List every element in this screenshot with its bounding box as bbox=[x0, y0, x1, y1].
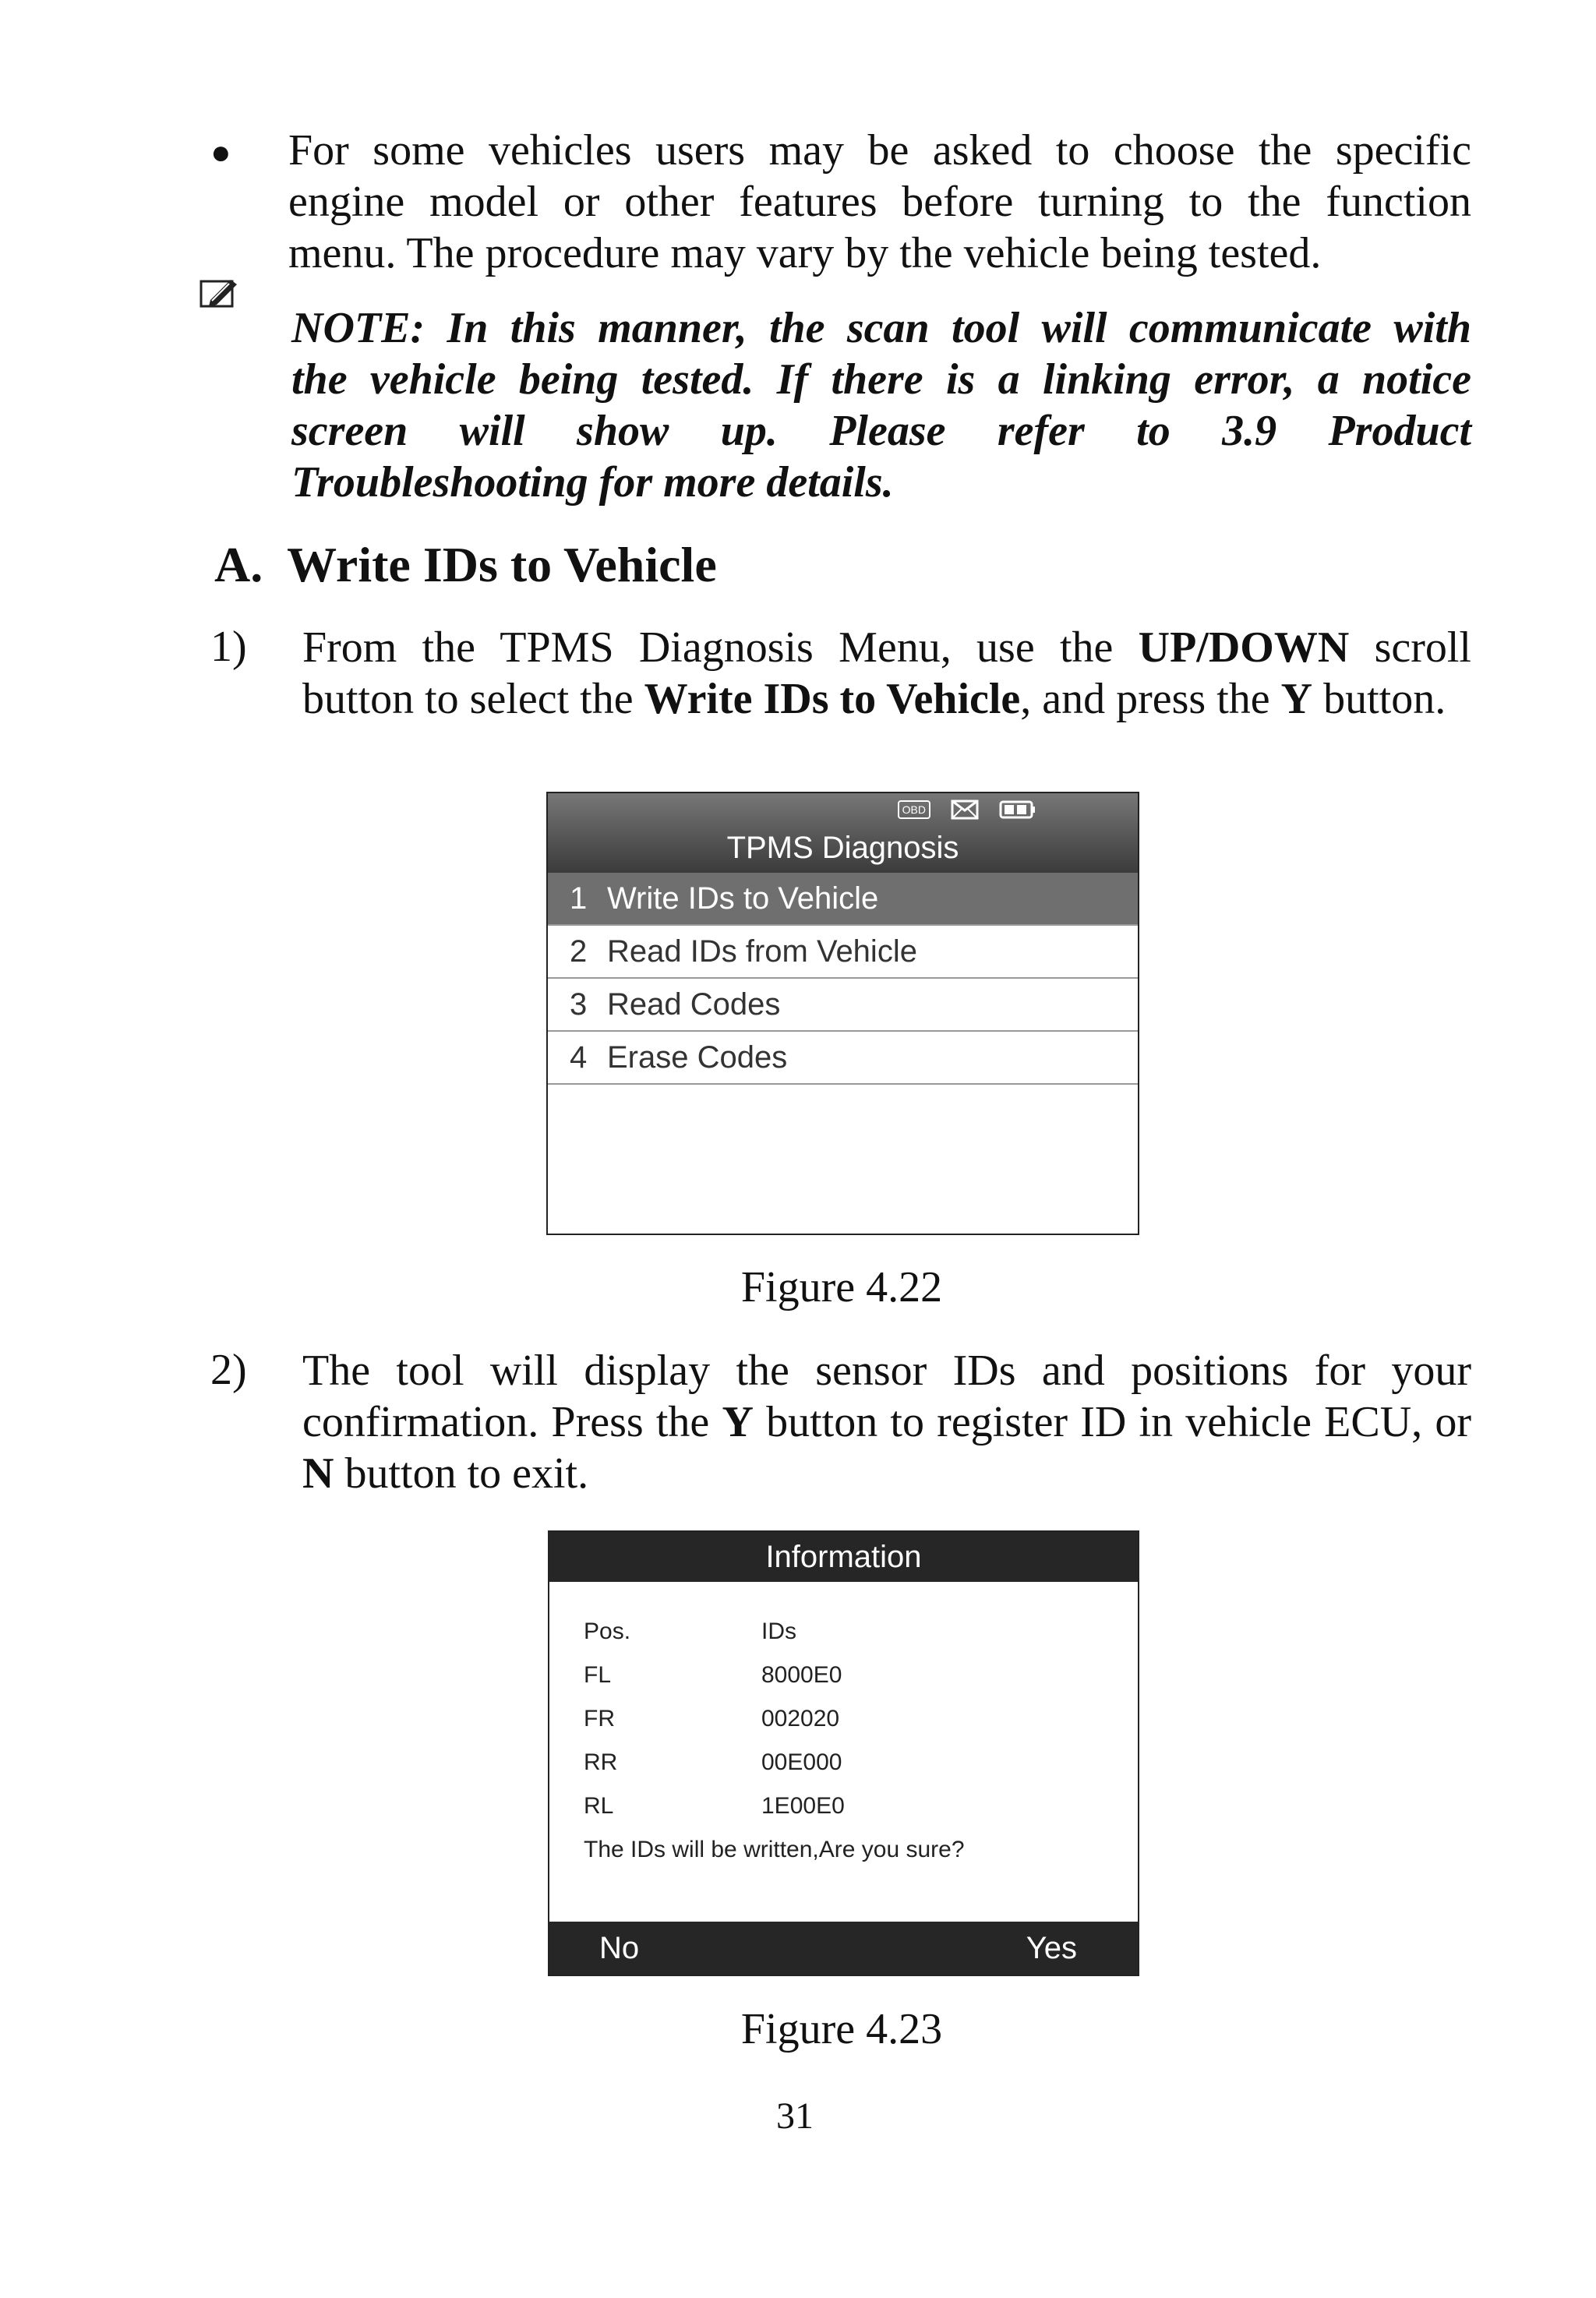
row-pos: FR bbox=[584, 1706, 615, 1731]
status-icons bbox=[898, 800, 1036, 820]
row-id: 00E000 bbox=[761, 1749, 842, 1775]
note-line-1: NOTE: In this manner, the scan tool will communicate with bbox=[291, 304, 1471, 352]
step-1-part: button. bbox=[1312, 675, 1446, 723]
bullet-line-1: For some vehicles users may be asked to choose the specific bbox=[288, 126, 1471, 175]
screen-header bbox=[548, 793, 1138, 873]
bullet-line-2: engine model or other features before turning to the function bbox=[288, 178, 1471, 226]
step-1-bold-updown: UP/DOWN bbox=[1138, 623, 1350, 672]
information-screen bbox=[548, 1530, 1139, 1976]
bullet-dot: ● bbox=[210, 133, 231, 171]
note-paragraph bbox=[291, 302, 1471, 508]
no-button[interactable]: No bbox=[599, 1931, 640, 1965]
bullet-paragraph bbox=[288, 125, 1471, 279]
column-pos: Pos. bbox=[584, 1618, 631, 1644]
step-1-number: 1) bbox=[210, 623, 247, 671]
menu-item-label: Read Codes bbox=[607, 987, 781, 1022]
tpms-diagnosis-screen bbox=[546, 792, 1139, 1235]
step-1-text bbox=[302, 622, 1471, 725]
figure-caption-4-22: Figure 4.22 bbox=[740, 1263, 943, 1311]
step-1-bold-write-ids: Write IDs to Vehicle bbox=[644, 675, 1021, 723]
information-body bbox=[549, 1582, 1138, 1900]
row-pos: FL bbox=[584, 1662, 612, 1688]
menu-item-number: 4 bbox=[570, 1040, 588, 1075]
battery-icon bbox=[999, 800, 1036, 820]
row-pos: RR bbox=[584, 1749, 618, 1775]
table-row bbox=[584, 1784, 1103, 1828]
row-id: 8000E0 bbox=[761, 1662, 842, 1688]
mail-icon bbox=[951, 800, 979, 820]
screen-title: TPMS Diagnosis bbox=[726, 831, 959, 865]
step-1-part: scroll button to select the bbox=[302, 623, 1471, 723]
section-heading: A. Write IDs to Vehicle bbox=[214, 537, 717, 592]
note-line-3: screen will show up. Please refer to 3.9 Product bbox=[291, 407, 1471, 455]
note-line-2: the vehicle being tested. If there is a linking error, a notice bbox=[291, 355, 1471, 404]
menu-item-number: 2 bbox=[570, 934, 588, 969]
screen-header: Information bbox=[549, 1532, 1138, 1582]
step-2-text bbox=[302, 1345, 1471, 1499]
menu-item-write-ids[interactable] bbox=[548, 873, 1138, 926]
row-pos: RL bbox=[584, 1793, 614, 1819]
page-number: 31 bbox=[776, 2095, 814, 2137]
row-id: 002020 bbox=[761, 1706, 840, 1731]
obd-icon: OBD bbox=[898, 800, 930, 819]
menu-item-label: Write IDs to Vehicle bbox=[607, 881, 879, 916]
menu-item-label: Read IDs from Vehicle bbox=[607, 934, 917, 969]
note-pencil-icon bbox=[200, 277, 240, 309]
column-ids: IDs bbox=[761, 1618, 796, 1644]
note-line-4: Troubleshooting for more details. bbox=[291, 458, 894, 507]
table-row bbox=[584, 1654, 1103, 1697]
step-1-part: , and press the bbox=[1020, 675, 1281, 723]
screen-footer bbox=[549, 1922, 1138, 1975]
step-2-part: button to register ID in vehicle ECU, or bbox=[753, 1398, 1472, 1446]
menu-item-read-codes[interactable] bbox=[548, 979, 1138, 1032]
menu-item-number: 3 bbox=[570, 987, 588, 1022]
step-1-bold-y: Y bbox=[1280, 675, 1313, 723]
table-row bbox=[584, 1697, 1103, 1741]
row-id: 1E00E0 bbox=[761, 1793, 845, 1819]
step-2-bold-n: N bbox=[302, 1449, 334, 1498]
figure-caption-4-23: Figure 4.23 bbox=[740, 2005, 943, 2053]
menu-item-read-ids[interactable] bbox=[548, 926, 1138, 979]
menu-item-erase-codes[interactable] bbox=[548, 1032, 1138, 1085]
step-2-bold-y: Y bbox=[722, 1398, 754, 1446]
table-row bbox=[584, 1741, 1103, 1784]
step-1-part: From the TPMS Diagnosis Menu, use the bbox=[302, 623, 1139, 672]
step-2-number: 2) bbox=[210, 1346, 247, 1394]
menu-item-label: Erase Codes bbox=[607, 1040, 788, 1075]
step-2-part: The tool will display the sensor IDs and positions for your confirmation. Press the bbox=[302, 1347, 1471, 1446]
yes-button[interactable]: Yes bbox=[1026, 1931, 1077, 1965]
step-2-part: button to exit. bbox=[334, 1449, 589, 1498]
confirmation-question: The IDs will be written,Are you sure? bbox=[584, 1837, 965, 1862]
bullet-line-3: menu. The procedure may vary by the vehicle being tested. bbox=[288, 229, 1322, 277]
menu-item-number: 1 bbox=[570, 881, 588, 916]
column-header-row bbox=[584, 1610, 1103, 1654]
